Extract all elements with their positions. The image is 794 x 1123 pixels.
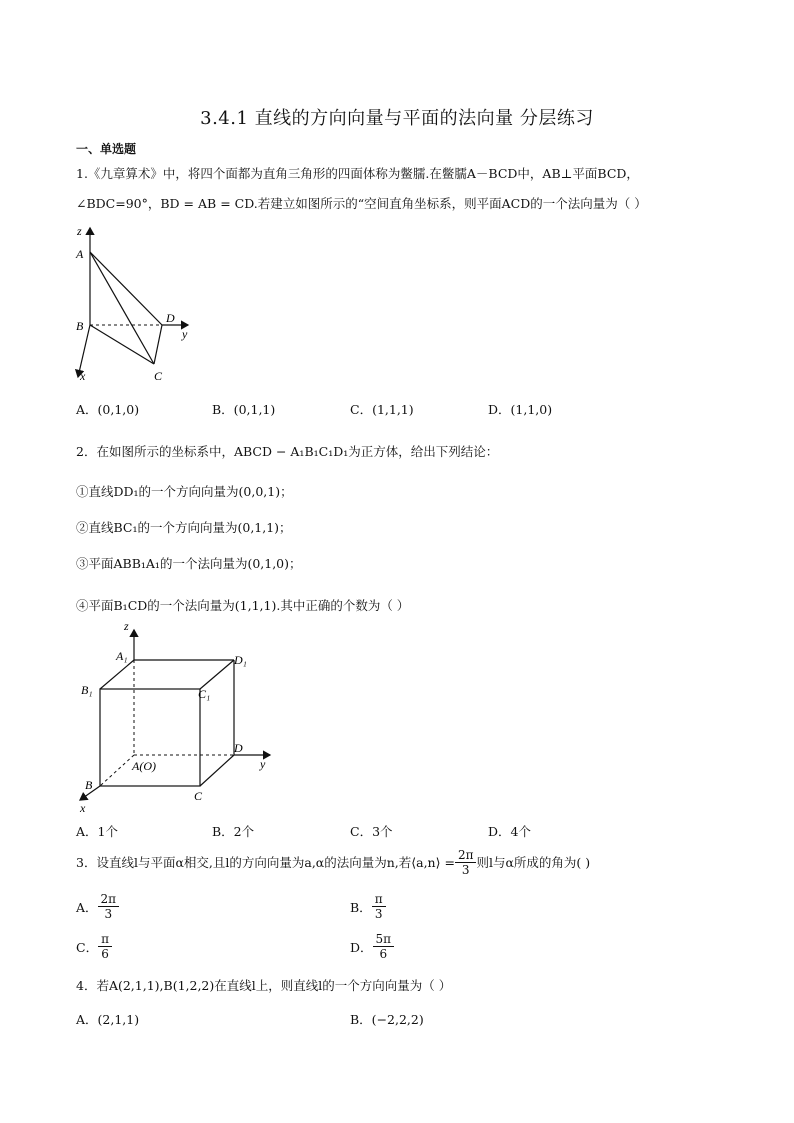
label-z: z — [77, 224, 82, 238]
label-b: B — [76, 319, 84, 333]
q2-statement-4: ④平面B₁CD的一个法向量为(1,1,1).其中正确的个数为（ ） — [76, 598, 410, 613]
q1-tetrahedron-figure — [70, 222, 210, 387]
fraction-numerator: 5π — [373, 932, 395, 947]
q1-option-d[interactable]: D．(1,1,0) — [488, 402, 553, 417]
option-label: C． — [76, 939, 99, 955]
q3-option-a[interactable] — [76, 892, 119, 921]
label-z: z — [124, 622, 129, 633]
q4-option-b[interactable]: B．(−2,2,2) — [350, 1012, 424, 1027]
q3-stem-fraction — [455, 848, 477, 877]
q2-statement-3: ③平面ABB₁A₁的一个法向量为(0,1,0)； — [76, 556, 302, 571]
fraction-numerator: 2π — [98, 892, 120, 907]
label-d1: D₁ — [234, 653, 247, 667]
edge-cd — [200, 755, 234, 786]
label-a1: A₁ — [116, 649, 128, 663]
label-x: x — [80, 801, 86, 812]
option-fraction — [98, 892, 120, 921]
fraction-denominator: 3 — [104, 907, 113, 921]
label-b1: B₁ — [81, 683, 93, 697]
q3-stem-text-a: 3．设直线l与平面α相交,且l的方向向量为a,α的法向量为n,若⟨a,n⟩ = — [76, 854, 455, 870]
q2-statement-1: ①直线DD₁的一个方向向量为(0,0,1)； — [76, 484, 293, 499]
label-c1: C₁ — [198, 687, 211, 701]
fraction-numerator: π — [372, 892, 386, 907]
section-heading: 一、单选题 — [76, 142, 137, 156]
edge-bc — [90, 325, 154, 364]
label-y: y — [260, 757, 266, 771]
label-y: y — [182, 327, 188, 341]
label-d: D — [166, 311, 175, 325]
edge-b1a1 — [100, 660, 134, 689]
q1-stem-line1: 1.《九章算术》中，将四个面都为直角三角形的四面体称为鳖臑.在鳖臑A－BCD中，AB⊥平面BCD， — [76, 166, 639, 181]
fraction-numerator: 2π — [455, 848, 477, 863]
q2-stem: 2．在如图所示的坐标系中，ABCD − A₁B₁C₁D₁为正方体，给出下列结论： — [76, 444, 499, 459]
label-b: B — [85, 778, 93, 792]
label-ao: A(O) — [132, 759, 156, 773]
q2-option-b[interactable]: B．2个 — [212, 824, 255, 839]
page-title: 3.4.1 直线的方向向量与平面的法向量 分层练习 — [200, 108, 594, 129]
q1-option-b[interactable]: B．(0,1,1) — [212, 402, 276, 417]
edge-c1d1 — [200, 660, 234, 689]
fraction-denominator: 6 — [101, 947, 109, 961]
option-fraction — [372, 892, 386, 921]
q4-option-a[interactable]: A．(2,1,1) — [76, 1012, 140, 1027]
q1-option-a[interactable]: A．(0,1,0) — [76, 402, 140, 417]
option-fraction — [373, 932, 395, 961]
q1-option-c[interactable]: C．(1,1,1) — [350, 402, 414, 417]
option-label: A． — [76, 899, 98, 915]
label-a: A — [76, 247, 84, 261]
option-fraction — [98, 932, 112, 961]
label-c: C — [194, 789, 203, 803]
fraction-denominator: 6 — [379, 947, 388, 961]
option-label: B． — [350, 899, 372, 915]
fraction-denominator: 3 — [374, 907, 383, 921]
label-x: x — [80, 369, 86, 383]
q3-option-d[interactable] — [350, 932, 394, 961]
q3-stem — [76, 848, 590, 877]
option-label: D． — [350, 939, 373, 955]
label-c: C — [154, 369, 163, 383]
edge-ab-hidden — [100, 755, 134, 786]
fraction-denominator: 3 — [461, 863, 470, 877]
q4-stem: 4．若A(2,1,1),B(1,2,2)在直线l上，则直线l的一个方向向量为（ ） — [76, 978, 452, 993]
label-d: D — [234, 741, 243, 755]
edge-dc — [154, 325, 162, 364]
q3-option-c[interactable] — [76, 932, 112, 961]
q3-stem-text-b: 则l与α所成的角为( ) — [476, 854, 591, 870]
fraction-numerator: π — [98, 932, 112, 947]
q1-stem-line2: ∠BDC=90°，BD = AB = CD.若建立如图所示的“空间直角坐标系，则平面ACD的一个法向量为（ ） — [76, 196, 647, 211]
q2-option-c[interactable]: C．3个 — [350, 824, 393, 839]
q2-cube-figure — [72, 622, 282, 812]
q2-option-a[interactable]: A．1个 — [76, 824, 118, 839]
q2-option-d[interactable]: D．4个 — [488, 824, 531, 839]
q3-option-b[interactable] — [350, 892, 386, 921]
q2-statement-2: ②直线BC₁的一个方向向量为(0,1,1)； — [76, 520, 292, 535]
